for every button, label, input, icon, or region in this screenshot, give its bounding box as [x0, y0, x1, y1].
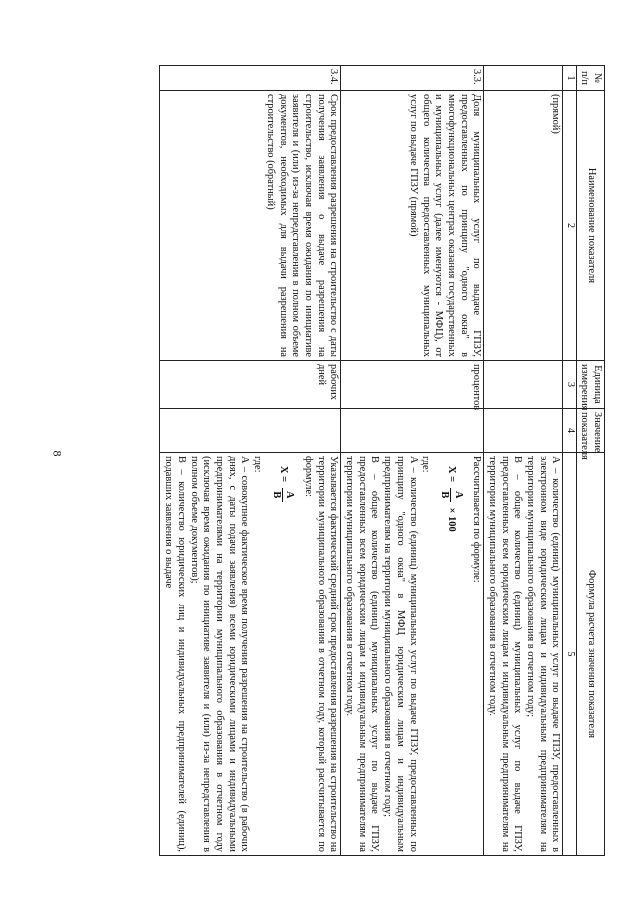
formula-line: В – количество юридических лиц и индивидуальных предпринимателей (единиц), подавших заявления о выдаче: [163, 456, 187, 852]
col-number: 3: [563, 361, 576, 409]
formula-line: В – общее количество (единиц) муниципальных услуг по выдаче ГПЗУ, предоставленных всем юридическим лицам и индивидуальным предпринимателям на территории муниципального образования в отчетном году.: [487, 456, 524, 852]
header-name: Наименование показателя: [576, 91, 604, 361]
formula-numerator: A: [282, 488, 296, 502]
formula-x: X =: [277, 466, 289, 483]
formula-intro: Указывается фактический средний срок предоставления разрешения на строительство на территории муниципального образования в отчетном году, который рассчитывается по формуле:: [303, 456, 340, 852]
formula-line: А – количество (единиц) муниципальных услуг по выдаче ГПЗУ, предоставленных в электронном виде юридическим лицам и индивидуальным предпринимателям на территории муниципального образования в отчетном году;: [525, 456, 562, 852]
row-unit: [484, 361, 563, 409]
row-unit: процентов: [341, 361, 484, 409]
header-formula: Формула расчета значения показателя: [576, 453, 604, 856]
row-num: 3.3.: [341, 66, 484, 91]
row-unit: рабочих дней: [160, 361, 341, 409]
row-value: [484, 409, 563, 453]
formula-denominator: B: [438, 491, 450, 499]
formula-x: X =: [445, 466, 457, 483]
formula-line: А – количество (единиц) муниципальных услуг по выдаче ГПЗУ, предоставленных по принципу "одного окна" в МФЦ юридическим лицам и индивидуальным предпринимателям на территории муниципального образования в отчетном году;: [382, 456, 419, 852]
column-numbers-row: [563, 66, 576, 856]
formula-line: В – общее количество (единиц) муниципальных услуг по выдаче ГПЗУ, предоставленных всем юридическим лицам и индивидуальным предпринимателям на территории муниципального образования в отчетном году.: [344, 456, 381, 852]
table-row: [160, 66, 341, 856]
indicators-table: [160, 65, 606, 856]
formula-where: где:: [252, 456, 263, 473]
table-row: [341, 66, 484, 856]
col-number: 2: [563, 91, 576, 361]
row-value: [160, 409, 341, 453]
table-row: [484, 66, 563, 856]
formula-denominator: B: [270, 491, 282, 499]
row-num: [484, 66, 563, 91]
row-name: Доля муниципальных услуг по выдаче ГПЗУ, предоставленных по принципу "одного окна" в многофункциональных центрах оказания государственных и муниципальных услуг (далее именуются - МФЦ), от общего количества предоставленных муниципальных услуг по выдаче ГПЗУ (прямой): [341, 91, 484, 361]
header-value: Значение показателя: [576, 409, 604, 453]
formula-multiplier: × 100: [445, 507, 457, 532]
row-name: (прямой): [484, 91, 563, 361]
formula-where: где:: [420, 456, 432, 473]
formula-expression: [269, 466, 295, 852]
formula-numerator: A: [450, 488, 464, 502]
formula-expression: [437, 466, 463, 852]
rotated-table-container: [95, 65, 605, 855]
formula-fraction: [437, 488, 463, 502]
row-formula: [484, 453, 563, 856]
row-formula: [341, 453, 484, 856]
row-formula: [160, 453, 341, 856]
header-num: № п/п: [576, 66, 604, 91]
col-number: 1: [563, 66, 576, 91]
col-number: 5: [563, 453, 576, 856]
row-name: Срок предоставления разрешения на строительство с даты получения заявления о выдаче разрешения на строительство, исключая время ожидания по инициативе заявителя и (или) из-за непредставления в полном объеме документов, необходимых для выдачи разрешения на строительство (обратный): [160, 91, 341, 361]
page-number: 8: [50, 450, 65, 457]
table-header-row: [576, 66, 604, 856]
row-value: [341, 409, 484, 453]
col-number: 4: [563, 409, 576, 453]
formula-line: А – совокупное фактическое время получения разрешения на строительство (в рабочих днях, с даты подачи заявления) всеми юридическими лицами и индивидуальными предпринимателями на территории муниципального образования в отчетном году (исключая время ожидания по инициативе заявителя и (или) из-за непредставления в полном объеме документов);: [188, 456, 251, 852]
formula-intro: Рассчитывается по формуле:: [471, 456, 483, 583]
formula-fraction: [269, 488, 295, 502]
row-num: 3.4.: [160, 66, 341, 91]
header-unit: Единица измерения: [576, 361, 604, 409]
